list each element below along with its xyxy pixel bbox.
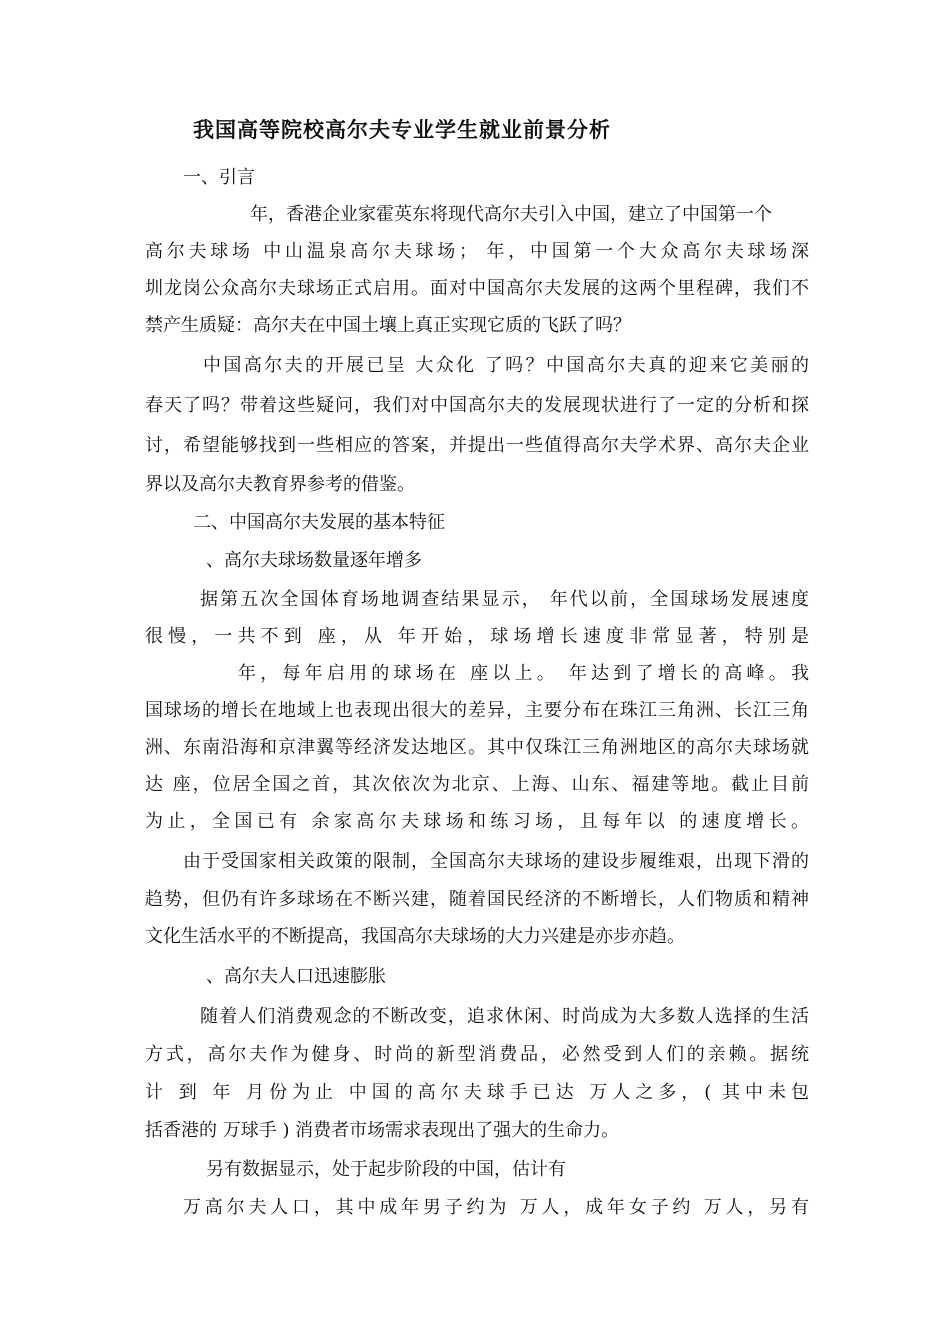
paragraph-line: 据第五次全国体育场地调查结果显示， 年代以前，全国球场发展速度 bbox=[200, 589, 809, 610]
paragraph-line: 为止，全国已有 余家高尔夫球场和练习场，且每年以 的速度增长。 bbox=[145, 811, 809, 832]
paragraph-line: 禁产生质疑：高尔夫在中国土壤上真正实现它质的飞跃了吗？ bbox=[145, 315, 631, 336]
paragraph-line: 春天了吗？带着这些疑问，我们对中国高尔夫的发展现状进行了一定的分析和探 bbox=[145, 395, 809, 416]
paragraph-line: 由于受国家相关政策的限制，全国高尔夫球场的建设步履维艰，出现下滑的 bbox=[183, 851, 809, 872]
subsection-heading-population: 、高尔夫人口迅速膨胀 bbox=[206, 966, 386, 987]
paragraph-line: 随着人们消费观念的不断改变，追求休闲、时尚成为大多数人选择的生活 bbox=[200, 1006, 809, 1027]
paragraph-line: 方式，高尔夫作为健身、时尚的新型消费品，必然受到人们的亲赖。据统 bbox=[145, 1044, 809, 1065]
paragraph-line: 圳龙岗公众高尔夫球场正式启用。面对中国高尔夫发展的这两个里程碑，我们不 bbox=[145, 278, 809, 299]
paragraph-line: 高尔夫球场 中山温泉高尔夫球场； 年，中国第一个大众高尔夫球场深 bbox=[145, 241, 809, 262]
paragraph-line: 年，每年启用的球场在 座以上。 年达到了增长的高峰。我 bbox=[238, 663, 809, 684]
paragraph-line: 界以及高尔夫教育界参考的借鉴。 bbox=[145, 474, 415, 495]
paragraph-line: 另有数据显示，处于起步阶段的中国，估计有 bbox=[206, 1159, 566, 1180]
paragraph-line: 计 到 年 月份为止 中国的高尔夫球手已达 万人之多，( 其中未包 bbox=[145, 1082, 809, 1103]
section-heading-intro: 一、引言 bbox=[183, 167, 255, 188]
paragraph-line: 年，香港企业家霍英东将现代高尔夫引入中国，建立了中国第一个 bbox=[250, 204, 772, 225]
paragraph-line: 国球场的增长在地域上也表现出很大的差异，主要分布在珠江三角洲、长江三角 bbox=[145, 700, 809, 721]
paragraph-line: 中国高尔夫的开展已呈 大众化 了吗？中国高尔夫真的迎来它美丽的 bbox=[203, 355, 809, 376]
paragraph-line: 洲、东南沿海和京津翼等经济发达地区。其中仅珠江三角洲地区的高尔夫球场就 bbox=[145, 737, 809, 758]
paragraph-line: 文化生活水平的不断提高，我国高尔夫球场的大力兴建是亦步亦趋。 bbox=[145, 926, 685, 947]
section-heading-characteristics: 二、中国高尔夫发展的基本特征 bbox=[193, 512, 445, 533]
document-title: 我国高等院校高尔夫专业学生就业前景分析 bbox=[193, 117, 611, 142]
paragraph-line: 讨，希望能够找到一些相应的答案，并提出一些值得高尔夫学术界、高尔夫企业 bbox=[145, 435, 809, 456]
subsection-heading-courses: 、高尔夫球场数量逐年增多 bbox=[206, 550, 422, 571]
paragraph-line: 括香港的 万球手 ) 消费者市场需求表现出了强大的生命力。 bbox=[145, 1120, 620, 1141]
paragraph-line: 趋势，但仍有许多球场在不断兴建，随着国民经济的不断增长，人们物质和精神 bbox=[145, 889, 809, 910]
paragraph-line: 万高尔夫人口，其中成年男子约为 万人，成年女子约 万人，另有 bbox=[183, 1197, 809, 1218]
paragraph-line: 达 座，位居全国之首，其次依次为北京、上海、山东、福建等地。截止目前 bbox=[145, 774, 809, 795]
paragraph-line: 很慢，一共不到 座，从 年开始，球场增长速度非常显著，特别是 bbox=[145, 626, 809, 647]
